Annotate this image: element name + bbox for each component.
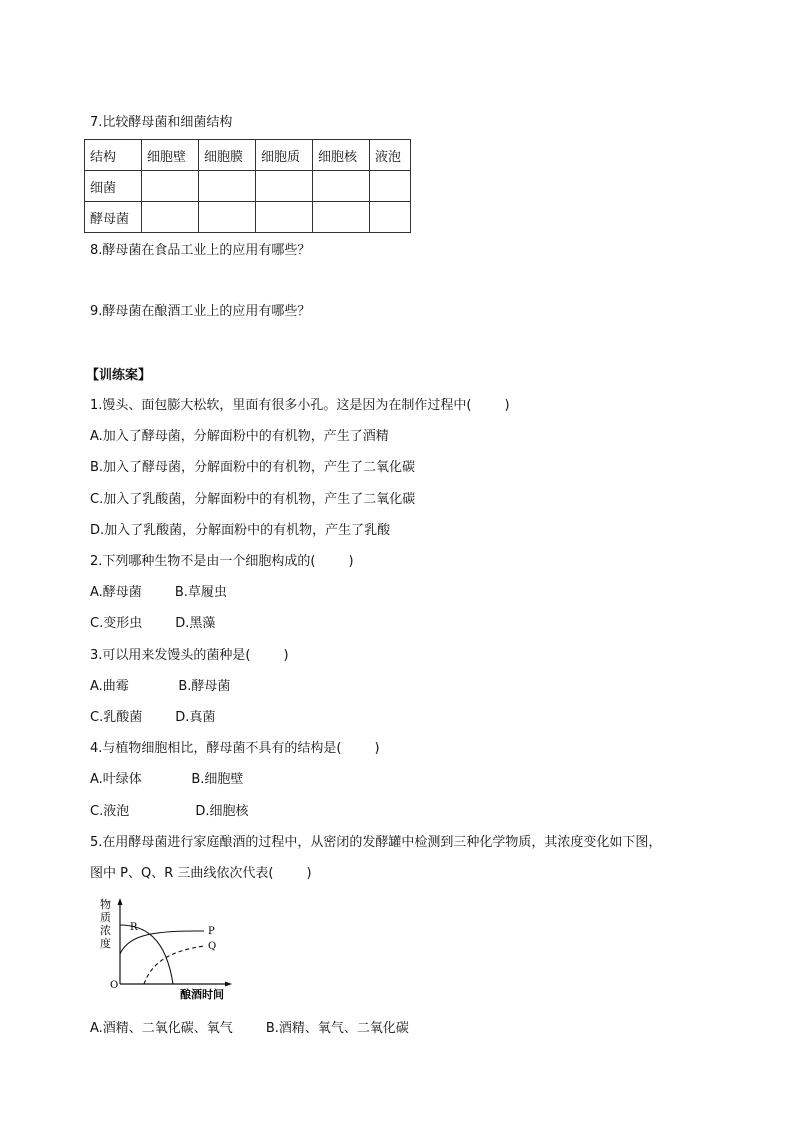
- table-row-label: 细菌: [85, 171, 142, 202]
- question-option: A.酒精、二氧化碳、氧气 B.酒精、氧气、二氧化碳: [90, 1021, 409, 1036]
- question-option: A.酵母菌 B.草履虫: [90, 585, 227, 600]
- y-axis-arrow-icon: [118, 898, 123, 905]
- question-option: C.加入了乳酸菌，分解面粉中的有机物，产生了二氧化碳: [90, 492, 416, 507]
- question-option: C.变形虫 D.黑藻: [90, 616, 216, 631]
- curve-label-r: R: [130, 922, 138, 933]
- concentration-graph: [100, 896, 240, 1002]
- question-stem: 3.可以用来发馒头的菌种是( ): [90, 648, 289, 663]
- table-header-cell: 结构: [85, 140, 142, 171]
- table-header-cell: 细胞膜: [199, 140, 256, 171]
- question-option: B.加入了酵母菌，分解面粉中的有机物，产生了二氧化碳: [90, 460, 416, 475]
- table-header-cell: 液泡: [370, 140, 411, 171]
- graph-ylabel-char: 物: [100, 898, 111, 911]
- table-cell: [142, 171, 199, 202]
- curve-label-q: Q: [208, 941, 217, 952]
- question-option: A.曲霉 B.酵母菌: [90, 679, 231, 694]
- question-stem: 图中 P、Q、R 三曲线依次代表( ): [90, 866, 312, 881]
- question-stem: 2.下列哪种生物不是由一个细胞构成的( ): [90, 554, 354, 569]
- graph-ylabel-char: 度: [100, 937, 111, 950]
- curve-p: [120, 931, 204, 954]
- table-header-cell: 细胞质: [256, 140, 313, 171]
- table-cell: [370, 202, 411, 233]
- question-option: A.加入了酵母菌，分解面粉中的有机物，产生了酒精: [90, 429, 389, 444]
- q9-text: 9.酵母菌在酿酒工业上的应用有哪些？: [90, 304, 311, 319]
- table-header-cell: 细胞壁: [142, 140, 199, 171]
- table-row-label: 酵母菌: [85, 202, 142, 233]
- table-row: [85, 202, 411, 233]
- graph-xlabel: 酿酒时间: [180, 988, 224, 1001]
- x-axis-arrow-icon: [225, 982, 232, 987]
- table-cell: [256, 171, 313, 202]
- table-cell: [256, 202, 313, 233]
- table-row: [85, 171, 411, 202]
- question-option: D.加入了乳酸菌，分解面粉中的有机物，产生了乳酸: [90, 523, 391, 538]
- section-title: 【训练案】: [86, 368, 152, 383]
- q7-title: 7.比较酵母菌和细菌结构: [90, 115, 233, 130]
- table-header-cell: 细胞核: [313, 140, 370, 171]
- question-stem: 1.馒头、面包膨大松软，里面有很多小孔。这是因为在制作过程中( ): [90, 398, 510, 413]
- table-cell: [313, 202, 370, 233]
- graph-ylabel-char: 质: [100, 911, 111, 924]
- table-cell: [199, 202, 256, 233]
- curve-q: [144, 946, 204, 984]
- graph-ylabel-char: 浓: [100, 924, 111, 937]
- curve-label-p: P: [208, 926, 215, 937]
- question-option: C.乳酸菌 D.真菌: [90, 710, 216, 725]
- curve-r: [120, 925, 173, 984]
- question-option: C.液泡 D.细胞核: [90, 804, 249, 819]
- table-cell: [199, 171, 256, 202]
- table-header-row: [85, 140, 411, 171]
- question-stem: 4.与植物细胞相比，酵母菌不具有的结构是( ): [90, 741, 380, 756]
- q8-text: 8.酵母菌在食品工业上的应用有哪些？: [90, 243, 311, 258]
- table-cell: [142, 202, 199, 233]
- table-cell: [313, 171, 370, 202]
- question-stem: 5.在用酵母菌进行家庭酿酒的过程中，从密闭的发酵罐中检测到三种化学物质，其浓度变化如下图，: [90, 835, 662, 850]
- question-option: A.叶绿体 B.细胞壁: [90, 772, 244, 787]
- table-cell: [370, 171, 411, 202]
- graph-origin: O: [110, 980, 119, 991]
- comparison-table: [84, 139, 411, 233]
